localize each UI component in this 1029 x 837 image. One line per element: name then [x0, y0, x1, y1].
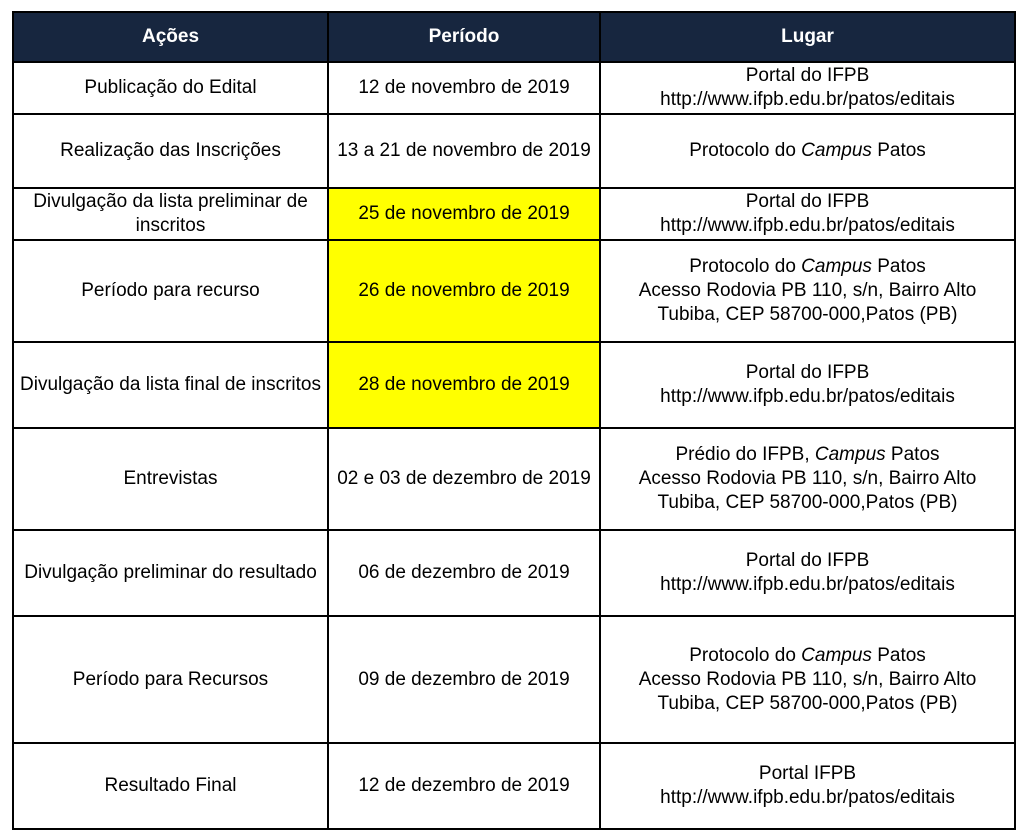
lugar-link-text: http://www.ifpb.edu.br/patos/editais	[660, 215, 955, 236]
lugar-link-text: http://www.ifpb.edu.br/patos/editais	[660, 386, 955, 407]
table-row	[13, 62, 1015, 114]
table-row	[13, 530, 1015, 616]
cell-lugar	[600, 743, 1015, 829]
table-row	[13, 428, 1015, 530]
cell-lugar	[600, 188, 1015, 240]
lugar-line	[607, 644, 1008, 668]
table-header-row	[13, 12, 1015, 62]
lugar-suffix: Patos	[871, 256, 926, 277]
table-row	[13, 342, 1015, 428]
lugar-line	[607, 443, 1008, 467]
cell-acao: Divulgação preliminar do resultado	[13, 530, 328, 616]
lugar-line: Portal do IFPB	[745, 191, 870, 212]
lugar-line	[607, 255, 1008, 279]
header-lugar: Lugar	[600, 12, 1015, 62]
lugar-campus: Campus	[814, 444, 886, 465]
lugar-campus: Campus	[801, 140, 872, 161]
cell-periodo: 06 de dezembro de 2019	[328, 530, 600, 616]
cell-acao: Entrevistas	[13, 428, 328, 530]
lugar-line: Portal do IFPB	[745, 550, 870, 571]
lugar-suffix: Patos	[871, 140, 926, 161]
table-row	[13, 240, 1015, 342]
lugar-address: Acesso Rodovia PB 110, s/n, Bairro Alto Tubiba, CEP 58700-000,Patos (PB)	[638, 668, 977, 714]
cell-lugar	[600, 342, 1015, 428]
table-row	[13, 114, 1015, 188]
cell-periodo: 12 de novembro de 2019	[328, 62, 600, 114]
cell-lugar	[600, 240, 1015, 342]
cell-lugar	[600, 428, 1015, 530]
cell-periodo: 12 de dezembro de 2019	[328, 743, 600, 829]
cell-acao: Publicação do Edital	[13, 62, 328, 114]
cell-periodo: 13 a 21 de novembro de 2019	[328, 114, 600, 188]
lugar-prefix: Protocolo do	[689, 644, 802, 666]
header-acoes: Ações	[13, 12, 328, 62]
lugar-line: Portal IFPB	[758, 763, 857, 784]
cell-acao: Período para recurso	[13, 240, 328, 342]
cell-lugar	[600, 62, 1015, 114]
cell-periodo-highlighted: 28 de novembro de 2019	[328, 342, 600, 428]
header-periodo: Período	[328, 12, 600, 62]
lugar-link-text: http://www.ifpb.edu.br/patos/editais	[660, 574, 955, 595]
lugar-campus: Campus	[801, 256, 872, 277]
table-row	[13, 616, 1015, 743]
cell-periodo: 02 e 03 de dezembro de 2019	[328, 428, 600, 530]
cell-periodo: 09 de dezembro de 2019	[328, 616, 600, 743]
cell-acao: Período para Recursos	[13, 616, 328, 743]
cell-lugar	[600, 616, 1015, 743]
lugar-address: Acesso Rodovia PB 110, s/n, Bairro Alto Tubiba, CEP 58700-000,Patos (PB)	[638, 468, 977, 513]
lugar-suffix: Patos	[885, 444, 940, 465]
lugar-link-text: http://www.ifpb.edu.br/patos/editais	[660, 89, 955, 110]
lugar-line: Portal do IFPB	[745, 65, 870, 86]
table-row	[13, 188, 1015, 240]
lugar-suffix: Patos	[871, 644, 926, 666]
cell-periodo-highlighted: 26 de novembro de 2019	[328, 240, 600, 342]
lugar-campus: Campus	[801, 644, 872, 666]
cell-lugar	[600, 530, 1015, 616]
lugar-line: Portal do IFPB	[745, 362, 870, 383]
cell-lugar	[600, 114, 1015, 188]
cell-acao: Resultado Final	[13, 743, 328, 829]
lugar-prefix: Prédio do IFPB,	[675, 444, 815, 465]
lugar-link-text: http://www.ifpb.edu.br/patos/editais	[660, 787, 955, 808]
cell-periodo-highlighted: 25 de novembro de 2019	[328, 188, 600, 240]
cell-acao: Divulgação da lista preliminar de inscritos	[13, 188, 328, 240]
lugar-address: Acesso Rodovia PB 110, s/n, Bairro Alto Tubiba, CEP 58700-000,Patos (PB)	[638, 280, 977, 325]
cell-acao: Divulgação da lista final de inscritos	[13, 342, 328, 428]
table-row	[13, 743, 1015, 829]
lugar-prefix: Protocolo do	[689, 140, 802, 161]
schedule-table	[12, 11, 1016, 830]
cell-acao: Realização das Inscrições	[13, 114, 328, 188]
lugar-prefix: Protocolo do	[689, 256, 802, 277]
